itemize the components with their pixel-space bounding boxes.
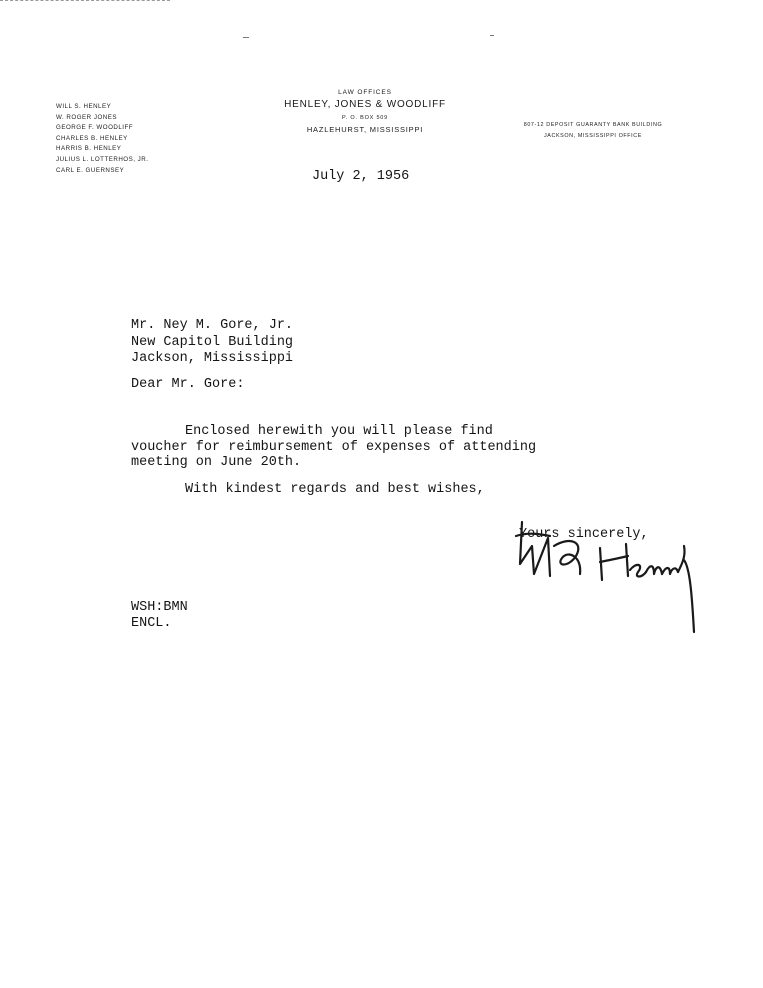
partner-name: CARL E. GUERNSEY — [56, 166, 125, 174]
partner-list — [56, 102, 148, 176]
partner-name: GEORGE F. WOODLIFF — [56, 124, 134, 132]
salutation: Dear Mr. Gore: — [131, 377, 245, 392]
enclosure-note: ENCL. — [131, 616, 172, 631]
firm-city: HAZLEHURST, MISSISSIPPI — [306, 125, 424, 134]
regards-line: With kindest regards and best wishes, — [185, 482, 485, 497]
recipient-line: Jackson, Mississippi — [131, 351, 294, 366]
reference-block — [131, 600, 188, 632]
partner-name: HARRIS B. HENLEY — [56, 145, 122, 153]
branch-office — [493, 120, 693, 142]
body-line: voucher for reimbursement of expenses of attending — [131, 439, 537, 455]
letter-date: July 2, 1956 — [312, 169, 410, 184]
partner-name: W. ROGER JONES — [56, 113, 117, 121]
handwritten-signature — [510, 516, 710, 641]
partner-name: CHARLES B. HENLEY — [56, 134, 128, 142]
letterhead-center — [255, 88, 475, 136]
letter-body — [131, 424, 536, 471]
letterhead-label: LAW OFFICES — [338, 89, 392, 96]
scan-speck — [243, 37, 249, 38]
branch-office-name: JACKSON, MISSISSIPPI OFFICE — [544, 133, 642, 139]
body-line: meeting on June 20th. — [131, 455, 302, 470]
closing: Yours sincerely, — [519, 527, 649, 542]
po-box: P. O. BOX 509 — [341, 115, 389, 121]
branch-address: 807-12 DEPOSIT GUARANTY BANK BUILDING — [523, 122, 663, 128]
reference-initials: WSH:BMN — [131, 600, 188, 615]
body-line: Enclosed herewith you will please find — [185, 424, 493, 439]
firm-name: HENLEY, JONES & WOODLIFF — [284, 99, 446, 110]
partner-name: WILL S. HENLEY — [56, 103, 112, 110]
recipient-address — [131, 318, 293, 368]
partner-name: JULIUS L. LOTTERHOS, JR. — [56, 155, 149, 163]
recipient-line: New Capitol Building — [131, 334, 294, 350]
top-edge-dashes — [0, 0, 170, 3]
recipient-line: Mr. Ney M. Gore, Jr. — [131, 318, 294, 333]
scan-speck — [490, 35, 494, 36]
